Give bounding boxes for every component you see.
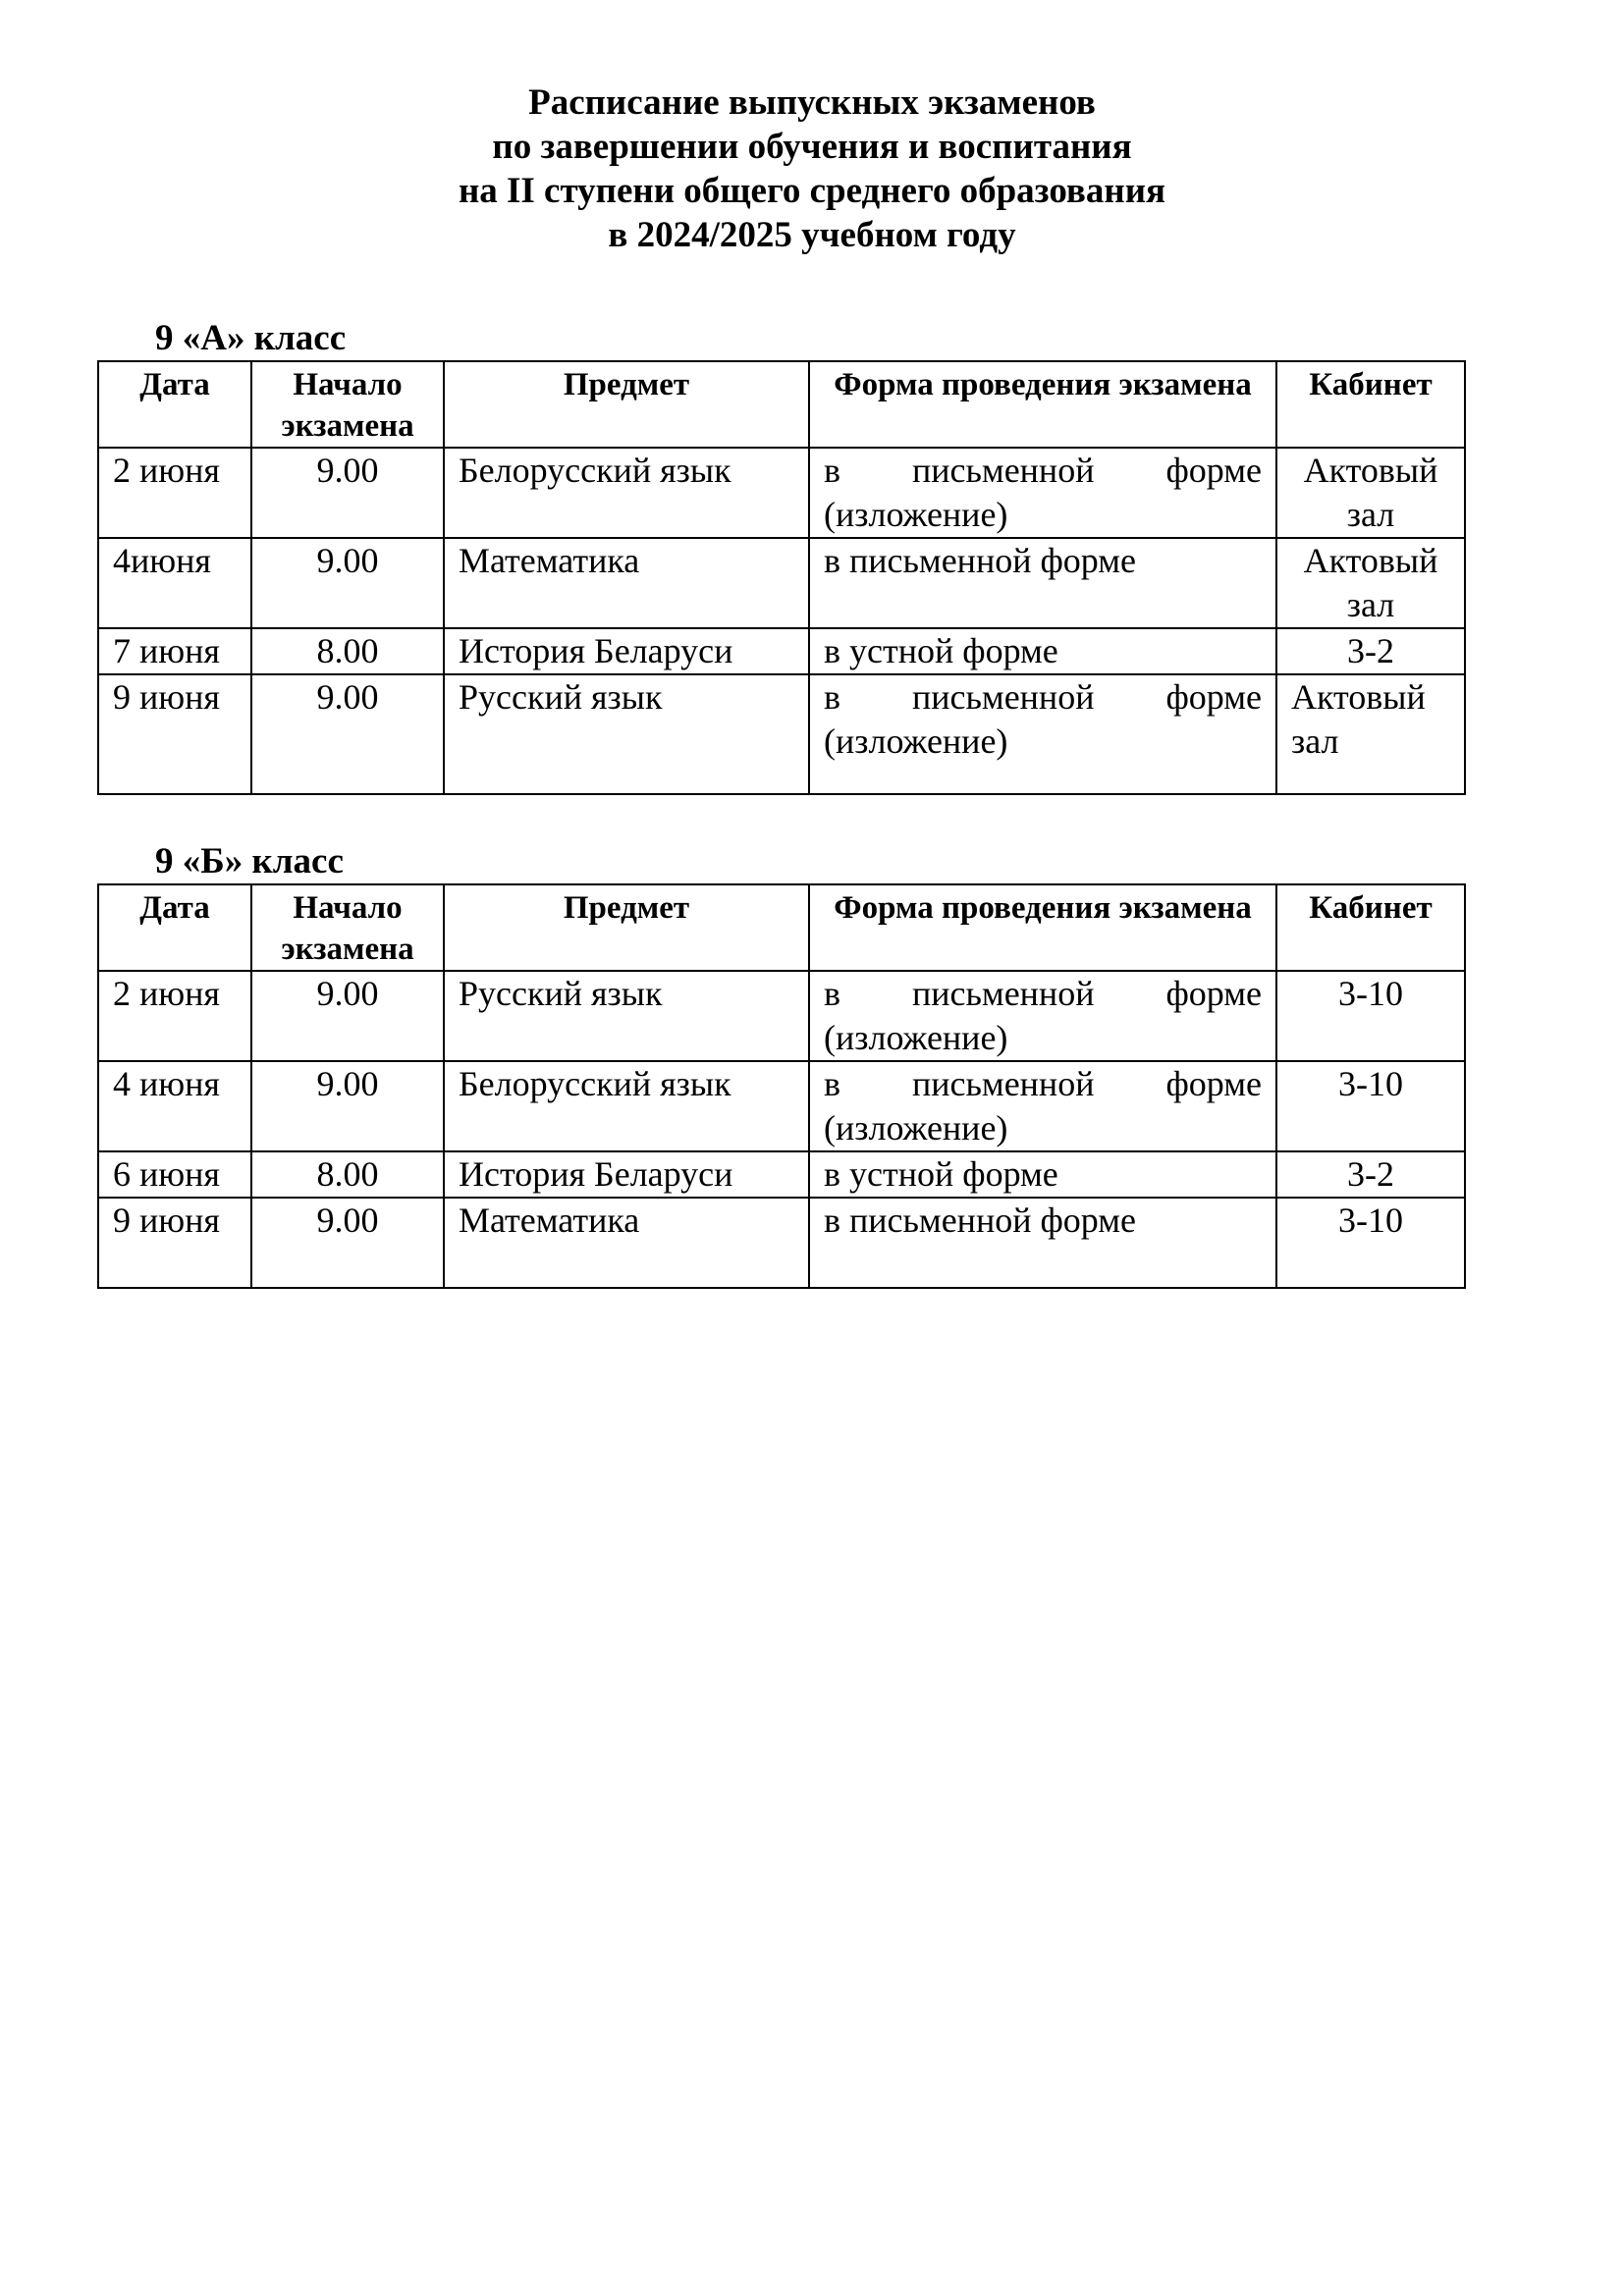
cell-room: Актовый зал — [1276, 538, 1465, 628]
cell-start: 9.00 — [251, 971, 444, 1061]
cell-date: 9 июня — [98, 674, 251, 794]
title-line-1: Расписание выпускных экзаменов — [528, 82, 1096, 123]
table-row — [98, 538, 1465, 628]
cell-date: 2 июня — [98, 971, 251, 1061]
cell-date: 4 июня — [98, 1061, 251, 1151]
column-header-date: Дата — [98, 361, 251, 448]
cell-start: 9.00 — [251, 538, 444, 628]
table-header-row — [98, 884, 1465, 971]
table-row — [98, 1198, 1465, 1288]
column-header-form: Форма проведения экзамена — [809, 361, 1276, 448]
cell-subject: История Беларуси — [444, 628, 809, 674]
cell-subject: Белорусский язык — [444, 1061, 809, 1151]
cell-form: в письменной форме — [809, 538, 1276, 628]
cell-room: 3-10 — [1276, 971, 1465, 1061]
cell-date: 6 июня — [98, 1151, 251, 1198]
cell-room: Актовый зал — [1276, 448, 1465, 538]
cell-subject: Русский язык — [444, 971, 809, 1061]
table-header-row — [98, 361, 1465, 448]
class-a-schedule-table — [97, 360, 1466, 795]
class-a-heading: 9 «А» класс — [155, 318, 347, 358]
column-header-start: Начало экзамена — [251, 884, 444, 971]
cell-start: 9.00 — [251, 448, 444, 538]
class-b-schedule-table — [97, 883, 1466, 1289]
column-header-subject: Предмет — [444, 361, 809, 448]
document-title — [0, 80, 1624, 257]
column-header-subject: Предмет — [444, 884, 809, 971]
cell-subject: Русский язык — [444, 674, 809, 794]
cell-start: 9.00 — [251, 1061, 444, 1151]
cell-room: 3-2 — [1276, 628, 1465, 674]
column-header-room: Кабинет — [1276, 361, 1465, 448]
table-row — [98, 971, 1465, 1061]
cell-form: в письменной форме — [809, 1198, 1276, 1288]
cell-subject: Математика — [444, 1198, 809, 1288]
cell-form: в письменной форме (изложение) — [809, 448, 1276, 538]
cell-form: в письменной форме (изложение) — [809, 971, 1276, 1061]
column-header-start: Начало экзамена — [251, 361, 444, 448]
title-line-2: по завершении обучения и воспитания — [492, 127, 1132, 167]
column-header-form: Форма проведения экзамена — [809, 884, 1276, 971]
table-row — [98, 674, 1465, 794]
cell-room: 3-10 — [1276, 1198, 1465, 1288]
table-row — [98, 448, 1465, 538]
cell-room: 3-2 — [1276, 1151, 1465, 1198]
title-line-4: в 2024/2025 учебном году — [608, 215, 1016, 255]
column-header-room: Кабинет — [1276, 884, 1465, 971]
cell-date: 4июня — [98, 538, 251, 628]
class-b-heading: 9 «Б» класс — [155, 841, 344, 881]
table-row — [98, 628, 1465, 674]
cell-form: в письменной форме (изложение) — [809, 674, 1276, 794]
cell-room: 3-10 — [1276, 1061, 1465, 1151]
cell-date: 7 июня — [98, 628, 251, 674]
title-line-3: на II ступени общего среднего образования — [458, 171, 1166, 211]
cell-form: в устной форме — [809, 628, 1276, 674]
cell-subject: Белорусский язык — [444, 448, 809, 538]
cell-form: в устной форме — [809, 1151, 1276, 1198]
cell-start: 9.00 — [251, 674, 444, 794]
cell-start: 8.00 — [251, 628, 444, 674]
cell-room: Актовый зал — [1276, 674, 1465, 794]
cell-date: 2 июня — [98, 448, 251, 538]
cell-start: 9.00 — [251, 1198, 444, 1288]
table-row — [98, 1061, 1465, 1151]
cell-date: 9 июня — [98, 1198, 251, 1288]
cell-subject: Математика — [444, 538, 809, 628]
column-header-date: Дата — [98, 884, 251, 971]
cell-start: 8.00 — [251, 1151, 444, 1198]
cell-form: в письменной форме (изложение) — [809, 1061, 1276, 1151]
cell-subject: История Беларуси — [444, 1151, 809, 1198]
table-row — [98, 1151, 1465, 1198]
